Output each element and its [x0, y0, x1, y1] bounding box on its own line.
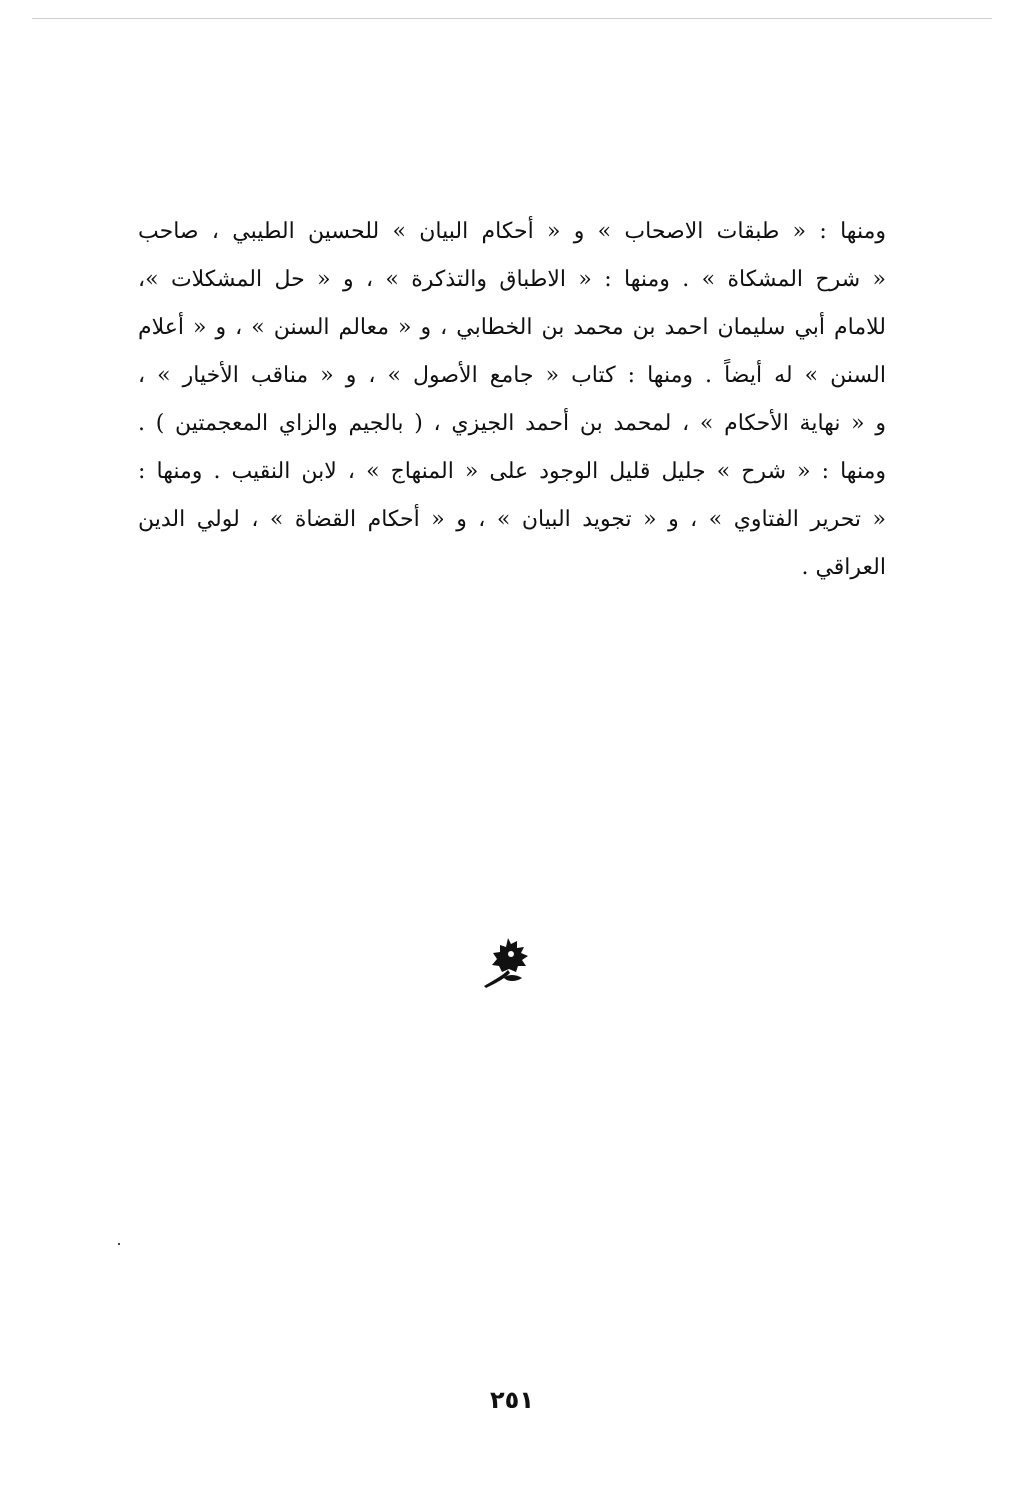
text-line-3: للامام أبي سليمان احمد بن محمد بن الخطابي ، و « معالم السنن » ، و « أعلام	[138, 315, 886, 340]
page-number: ٢٥١	[490, 1386, 534, 1414]
top-rule	[32, 18, 992, 19]
text-line-5: و « نهاية الأحكام » ، لمحمد بن أحمد الجيزي ، ( بالجيم والزاي المعجمتين ) .	[138, 411, 886, 436]
text-line-6: ومنها : « شرح » جليل قليل الوجود على « المنهاج » ، لابن النقيب . ومنها :	[138, 459, 886, 484]
body-text	[138, 208, 886, 592]
text-line-7: « تحرير الفتاوي » ، و « تجويد البيان » ، و « أحكام القضاة » ، لولي الدين	[138, 507, 886, 532]
text-line-2: « شرح المشكاة » . ومنها : « الاطباق والتذكرة » ، و « حل المشكلات »،	[138, 267, 886, 292]
flower-ornament-icon	[478, 932, 538, 992]
text-line-8: العراقي .	[801, 555, 886, 580]
scan-speck	[118, 1243, 120, 1245]
text-line-4: السنن » له أيضاً . ومنها : كتاب « جامع الأصول » ، و « مناقب الأخيار » ،	[138, 363, 886, 388]
text-line-1: ومنها : « طبقات الاصحاب » و « أحكام البيان » للحسين الطيبي ، صاحب	[138, 219, 886, 244]
